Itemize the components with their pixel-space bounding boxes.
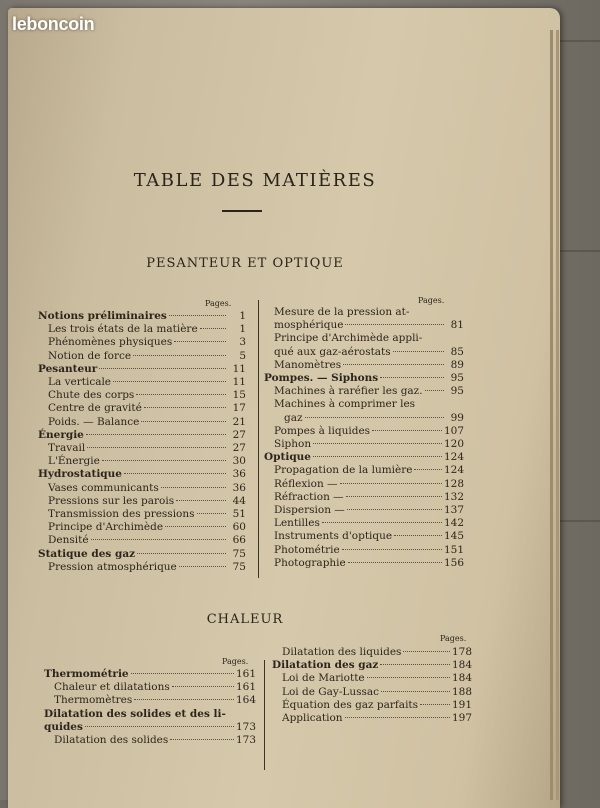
toc-entry-label: quides bbox=[44, 720, 83, 733]
toc-entry-label: Loi de Mariotte bbox=[282, 672, 365, 685]
toc-entry-label: Poids. — Balance bbox=[48, 415, 140, 428]
toc-page-number: 27 bbox=[232, 428, 246, 441]
pages-header: Pages. bbox=[418, 296, 445, 305]
toc-page-number: 89 bbox=[450, 358, 464, 371]
dot-leader bbox=[197, 513, 226, 514]
toc-entry bbox=[38, 429, 246, 441]
toc-entry-label: qué aux gaz-aérostats bbox=[274, 345, 391, 358]
toc-entry-label: Énergie bbox=[38, 428, 84, 441]
toc-entry bbox=[48, 336, 246, 348]
toc-entry bbox=[38, 310, 246, 322]
toc-entry bbox=[48, 376, 246, 388]
dot-leader bbox=[425, 390, 444, 391]
toc-page-number: 36 bbox=[232, 468, 246, 481]
toc-page-number: 75 bbox=[232, 547, 246, 560]
toc-entry-label: Propagation de la lumière bbox=[274, 464, 413, 477]
toc-entry bbox=[274, 504, 464, 516]
toc-page-number: 5 bbox=[239, 349, 246, 362]
toc-page-number: 1 bbox=[239, 323, 246, 336]
dot-leader bbox=[372, 430, 442, 431]
toc-page-number: 151 bbox=[443, 543, 464, 556]
toc-entry-label: Instruments d'optique bbox=[274, 530, 393, 543]
toc-entry bbox=[48, 495, 246, 507]
dot-leader bbox=[133, 355, 226, 356]
toc-page-number: 30 bbox=[232, 455, 246, 468]
toc-entry-label: Hydrostatique bbox=[38, 468, 122, 481]
toc-entry bbox=[274, 544, 464, 556]
dot-leader bbox=[340, 483, 442, 484]
toc-entry-label: gaz bbox=[284, 411, 303, 424]
dot-leader bbox=[346, 496, 442, 497]
toc-page-number: 156 bbox=[443, 556, 464, 569]
toc-entry bbox=[274, 464, 464, 476]
toc-page-number: 124 bbox=[443, 451, 464, 464]
toc-entry bbox=[44, 721, 256, 733]
toc-entry-label: Centre de gravité bbox=[48, 402, 142, 415]
dot-leader bbox=[144, 407, 226, 408]
dot-leader bbox=[174, 341, 226, 342]
dot-leader bbox=[124, 473, 226, 474]
toc-entry-label: Manomètres bbox=[274, 358, 342, 371]
toc-entry-label: Application bbox=[282, 712, 343, 724]
dot-leader bbox=[179, 566, 226, 567]
toc-page-number: 11 bbox=[232, 376, 246, 388]
toc-entry-label: Dilatation des gaz bbox=[272, 659, 379, 672]
toc-entry bbox=[274, 319, 464, 331]
toc-page-number: 197 bbox=[451, 712, 472, 724]
toc-entry-label: Machines à comprimer les bbox=[274, 398, 416, 411]
toc-entry bbox=[48, 482, 246, 494]
toc-page-number: 60 bbox=[232, 521, 246, 534]
page-edge bbox=[550, 30, 553, 800]
toc-entry-label: Notion de force bbox=[48, 349, 132, 362]
section-title-chaleur: CHALEUR bbox=[206, 612, 284, 627]
toc-page-number: 66 bbox=[232, 534, 246, 547]
dot-leader bbox=[313, 456, 442, 457]
toc-entry bbox=[274, 398, 464, 410]
dot-leader bbox=[345, 717, 450, 718]
toc-entry bbox=[38, 468, 246, 480]
dot-leader bbox=[347, 509, 442, 510]
dot-leader bbox=[141, 421, 226, 422]
dot-leader bbox=[85, 726, 234, 727]
page-title: TABLE DES MATIÈRES bbox=[133, 170, 377, 191]
toc-entry-label: Machines à raréfier les gaz. bbox=[274, 385, 423, 398]
dot-leader bbox=[380, 377, 444, 378]
toc-entry-label: Les trois états de la matière bbox=[48, 323, 198, 336]
toc-entry bbox=[48, 402, 246, 414]
toc-entry-label: Thermométrie bbox=[44, 668, 129, 680]
toc-entry bbox=[48, 389, 246, 401]
toc-page-number: 142 bbox=[443, 517, 464, 530]
toc-entry bbox=[48, 534, 246, 546]
toc-page-number: 161 bbox=[235, 668, 256, 680]
toc-page-number: 188 bbox=[451, 685, 472, 698]
toc-page-number: 137 bbox=[443, 504, 464, 516]
toc-entry-label: Mesure de la pression at- bbox=[274, 306, 410, 318]
dot-leader bbox=[136, 394, 226, 395]
toc-page-number: 75 bbox=[232, 560, 246, 573]
toc-entry bbox=[282, 686, 472, 698]
toc-page-number: 120 bbox=[443, 438, 464, 450]
dot-leader bbox=[305, 417, 444, 418]
toc-entry bbox=[44, 708, 256, 720]
toc-page-number: 21 bbox=[232, 415, 246, 428]
toc-entry bbox=[264, 372, 464, 384]
toc-entry-label: Pressions sur les parois bbox=[48, 494, 175, 507]
toc-entry bbox=[274, 425, 464, 437]
dot-leader bbox=[169, 315, 226, 316]
toc-page-number: 11 bbox=[232, 362, 246, 375]
toc-page-number: 184 bbox=[451, 659, 472, 672]
toc-entry bbox=[282, 672, 472, 684]
toc-entry-label: Notions préliminaires bbox=[38, 310, 167, 322]
toc-entry bbox=[44, 668, 256, 680]
toc-entry-label: mosphérique bbox=[274, 319, 344, 332]
column-divider bbox=[258, 300, 259, 578]
toc-entry bbox=[272, 659, 472, 671]
page-edge bbox=[556, 30, 559, 800]
toc-entry-label: Travail bbox=[48, 442, 86, 454]
toc-entry bbox=[274, 557, 464, 569]
toc-entry bbox=[54, 681, 256, 693]
toc-entry bbox=[282, 646, 472, 658]
toc-entry bbox=[48, 521, 246, 533]
toc-page-number: 27 bbox=[232, 442, 246, 454]
dot-leader bbox=[91, 539, 226, 540]
toc-page-number: 3 bbox=[239, 336, 246, 349]
toc-entry bbox=[282, 712, 472, 724]
toc-page-number: 44 bbox=[232, 494, 246, 507]
toc-entry-label: Chaleur et dilatations bbox=[54, 681, 170, 694]
toc-page-number: 107 bbox=[443, 424, 464, 437]
toc-entry bbox=[54, 694, 256, 706]
toc-page-number: 161 bbox=[235, 681, 256, 694]
toc-entry-label: Principe d'Archimède appli- bbox=[274, 332, 423, 345]
toc-entry-label: Photographie bbox=[274, 556, 346, 569]
dot-leader bbox=[343, 364, 444, 365]
toc-entry-label: Lentilles bbox=[274, 517, 320, 530]
toc-page-number: 81 bbox=[450, 319, 464, 332]
toc-entry bbox=[274, 438, 464, 450]
dot-leader bbox=[200, 328, 226, 329]
toc-page-number: 191 bbox=[451, 698, 472, 711]
toc-page-number: 173 bbox=[235, 734, 256, 746]
dot-leader bbox=[102, 460, 226, 461]
toc-page-number: 124 bbox=[443, 464, 464, 477]
toc-entry bbox=[274, 346, 464, 358]
toc-entry-label: Optique bbox=[264, 451, 311, 464]
toc-entry bbox=[274, 478, 464, 490]
toc-entry bbox=[54, 734, 256, 746]
toc-entry bbox=[274, 306, 464, 318]
toc-entry-label: L'Énergie bbox=[48, 455, 100, 468]
toc-page-number: 173 bbox=[235, 720, 256, 733]
dot-leader bbox=[86, 434, 226, 435]
toc-page-number: 95 bbox=[450, 372, 464, 384]
toc-entry bbox=[38, 363, 246, 375]
dot-leader bbox=[380, 664, 450, 665]
toc-entry-label: Principe d'Archimède bbox=[48, 521, 164, 534]
dot-leader bbox=[134, 699, 234, 700]
toc-page-number: 85 bbox=[450, 345, 464, 358]
toc-page-number: 178 bbox=[451, 646, 472, 658]
toc-entry-label: Pesanteur bbox=[38, 362, 98, 375]
toc-entry bbox=[264, 451, 464, 463]
toc-entry bbox=[274, 385, 464, 397]
toc-entry bbox=[274, 530, 464, 542]
dot-leader bbox=[313, 443, 442, 444]
toc-entry-label: Chute des corps bbox=[48, 389, 135, 402]
dot-leader bbox=[131, 673, 234, 674]
toc-entry bbox=[274, 332, 464, 344]
toc-entry bbox=[48, 323, 246, 335]
toc-page-number: 17 bbox=[232, 402, 246, 415]
toc-entry bbox=[282, 699, 472, 711]
toc-entry bbox=[48, 455, 246, 467]
pages-header: Pages. bbox=[222, 657, 249, 666]
section-title-pesanteur: PESANTEUR ET OPTIQUE bbox=[146, 256, 344, 271]
dot-leader bbox=[367, 677, 450, 678]
dot-leader bbox=[342, 549, 442, 550]
toc-entry bbox=[274, 491, 464, 503]
dot-leader bbox=[394, 535, 442, 536]
toc-entry-label: Dilatation des solides et des li- bbox=[44, 707, 226, 720]
toc-entry-label: Phénomènes physiques bbox=[48, 336, 173, 349]
toc-entry-label: Réfraction — bbox=[274, 490, 344, 503]
toc-page-number: 128 bbox=[443, 477, 464, 490]
toc-entry bbox=[48, 508, 246, 520]
dot-leader bbox=[176, 500, 226, 501]
dot-leader bbox=[137, 553, 226, 554]
toc-entry bbox=[48, 442, 246, 454]
dot-leader bbox=[414, 469, 441, 470]
toc-entry bbox=[274, 517, 464, 529]
dot-leader bbox=[87, 447, 226, 448]
toc-entry bbox=[48, 350, 246, 362]
toc-entry-label: Dispersion — bbox=[274, 504, 345, 516]
toc-entry-label: Thermomètres bbox=[54, 694, 133, 707]
toc-page-number: 95 bbox=[450, 385, 464, 398]
dot-leader bbox=[172, 686, 234, 687]
toc-entry-label: Photométrie bbox=[274, 543, 340, 556]
dot-leader bbox=[345, 324, 444, 325]
column-divider bbox=[264, 660, 265, 770]
toc-entry bbox=[48, 416, 246, 428]
dot-leader bbox=[170, 739, 234, 740]
toc-page-number: 145 bbox=[443, 530, 464, 543]
toc-entry-label: Densité bbox=[48, 534, 89, 547]
dot-leader bbox=[165, 526, 226, 527]
toc-entry-label: Équation des gaz parfaits bbox=[282, 698, 419, 711]
dot-leader bbox=[348, 562, 442, 563]
toc-entry-label: Dilatation des solides bbox=[54, 734, 169, 746]
watermark-logo: leboncoin bbox=[12, 14, 95, 34]
dot-leader bbox=[113, 381, 226, 382]
toc-entry-label: Dilatation des liquides bbox=[282, 646, 402, 658]
toc-entry-label: Pression atmosphérique bbox=[48, 560, 177, 573]
title-rule bbox=[222, 210, 262, 212]
toc-entry-label: Loi de Gay-Lussac bbox=[282, 685, 380, 698]
toc-entry-label: Siphon bbox=[274, 438, 312, 450]
dot-leader bbox=[322, 522, 442, 523]
toc-entry-label: Vases communicants bbox=[48, 481, 159, 494]
pages-header: Pages. bbox=[440, 634, 467, 643]
toc-entry bbox=[38, 548, 246, 560]
toc-entry bbox=[284, 412, 464, 424]
toc-entry-label: Pompes. — Siphons bbox=[264, 372, 379, 384]
toc-page-number: 36 bbox=[232, 481, 246, 494]
toc-page-number: 184 bbox=[451, 672, 472, 685]
toc-entry-label: Réflexion — bbox=[274, 477, 338, 490]
toc-entry-label: La verticale bbox=[48, 376, 112, 388]
dot-leader bbox=[161, 487, 226, 488]
toc-page-number: 51 bbox=[232, 508, 246, 520]
toc-entry-label: Transmission des pressions bbox=[48, 508, 195, 520]
dot-leader bbox=[403, 651, 450, 652]
toc-page-number: 1 bbox=[239, 310, 246, 322]
dot-leader bbox=[99, 368, 226, 369]
toc-page-number: 99 bbox=[450, 411, 464, 424]
dot-leader bbox=[381, 691, 450, 692]
toc-entry bbox=[274, 359, 464, 371]
toc-page-number: 132 bbox=[443, 490, 464, 503]
toc-entry-label: Statique des gaz bbox=[38, 547, 136, 560]
dot-leader bbox=[420, 704, 450, 705]
toc-page-number: 15 bbox=[232, 389, 246, 402]
dot-leader bbox=[393, 351, 444, 352]
toc-page-number: 164 bbox=[235, 694, 256, 707]
pages-header: Pages. bbox=[205, 299, 232, 308]
toc-entry-label: Pompes à liquides bbox=[274, 424, 371, 437]
toc-entry bbox=[48, 561, 246, 573]
